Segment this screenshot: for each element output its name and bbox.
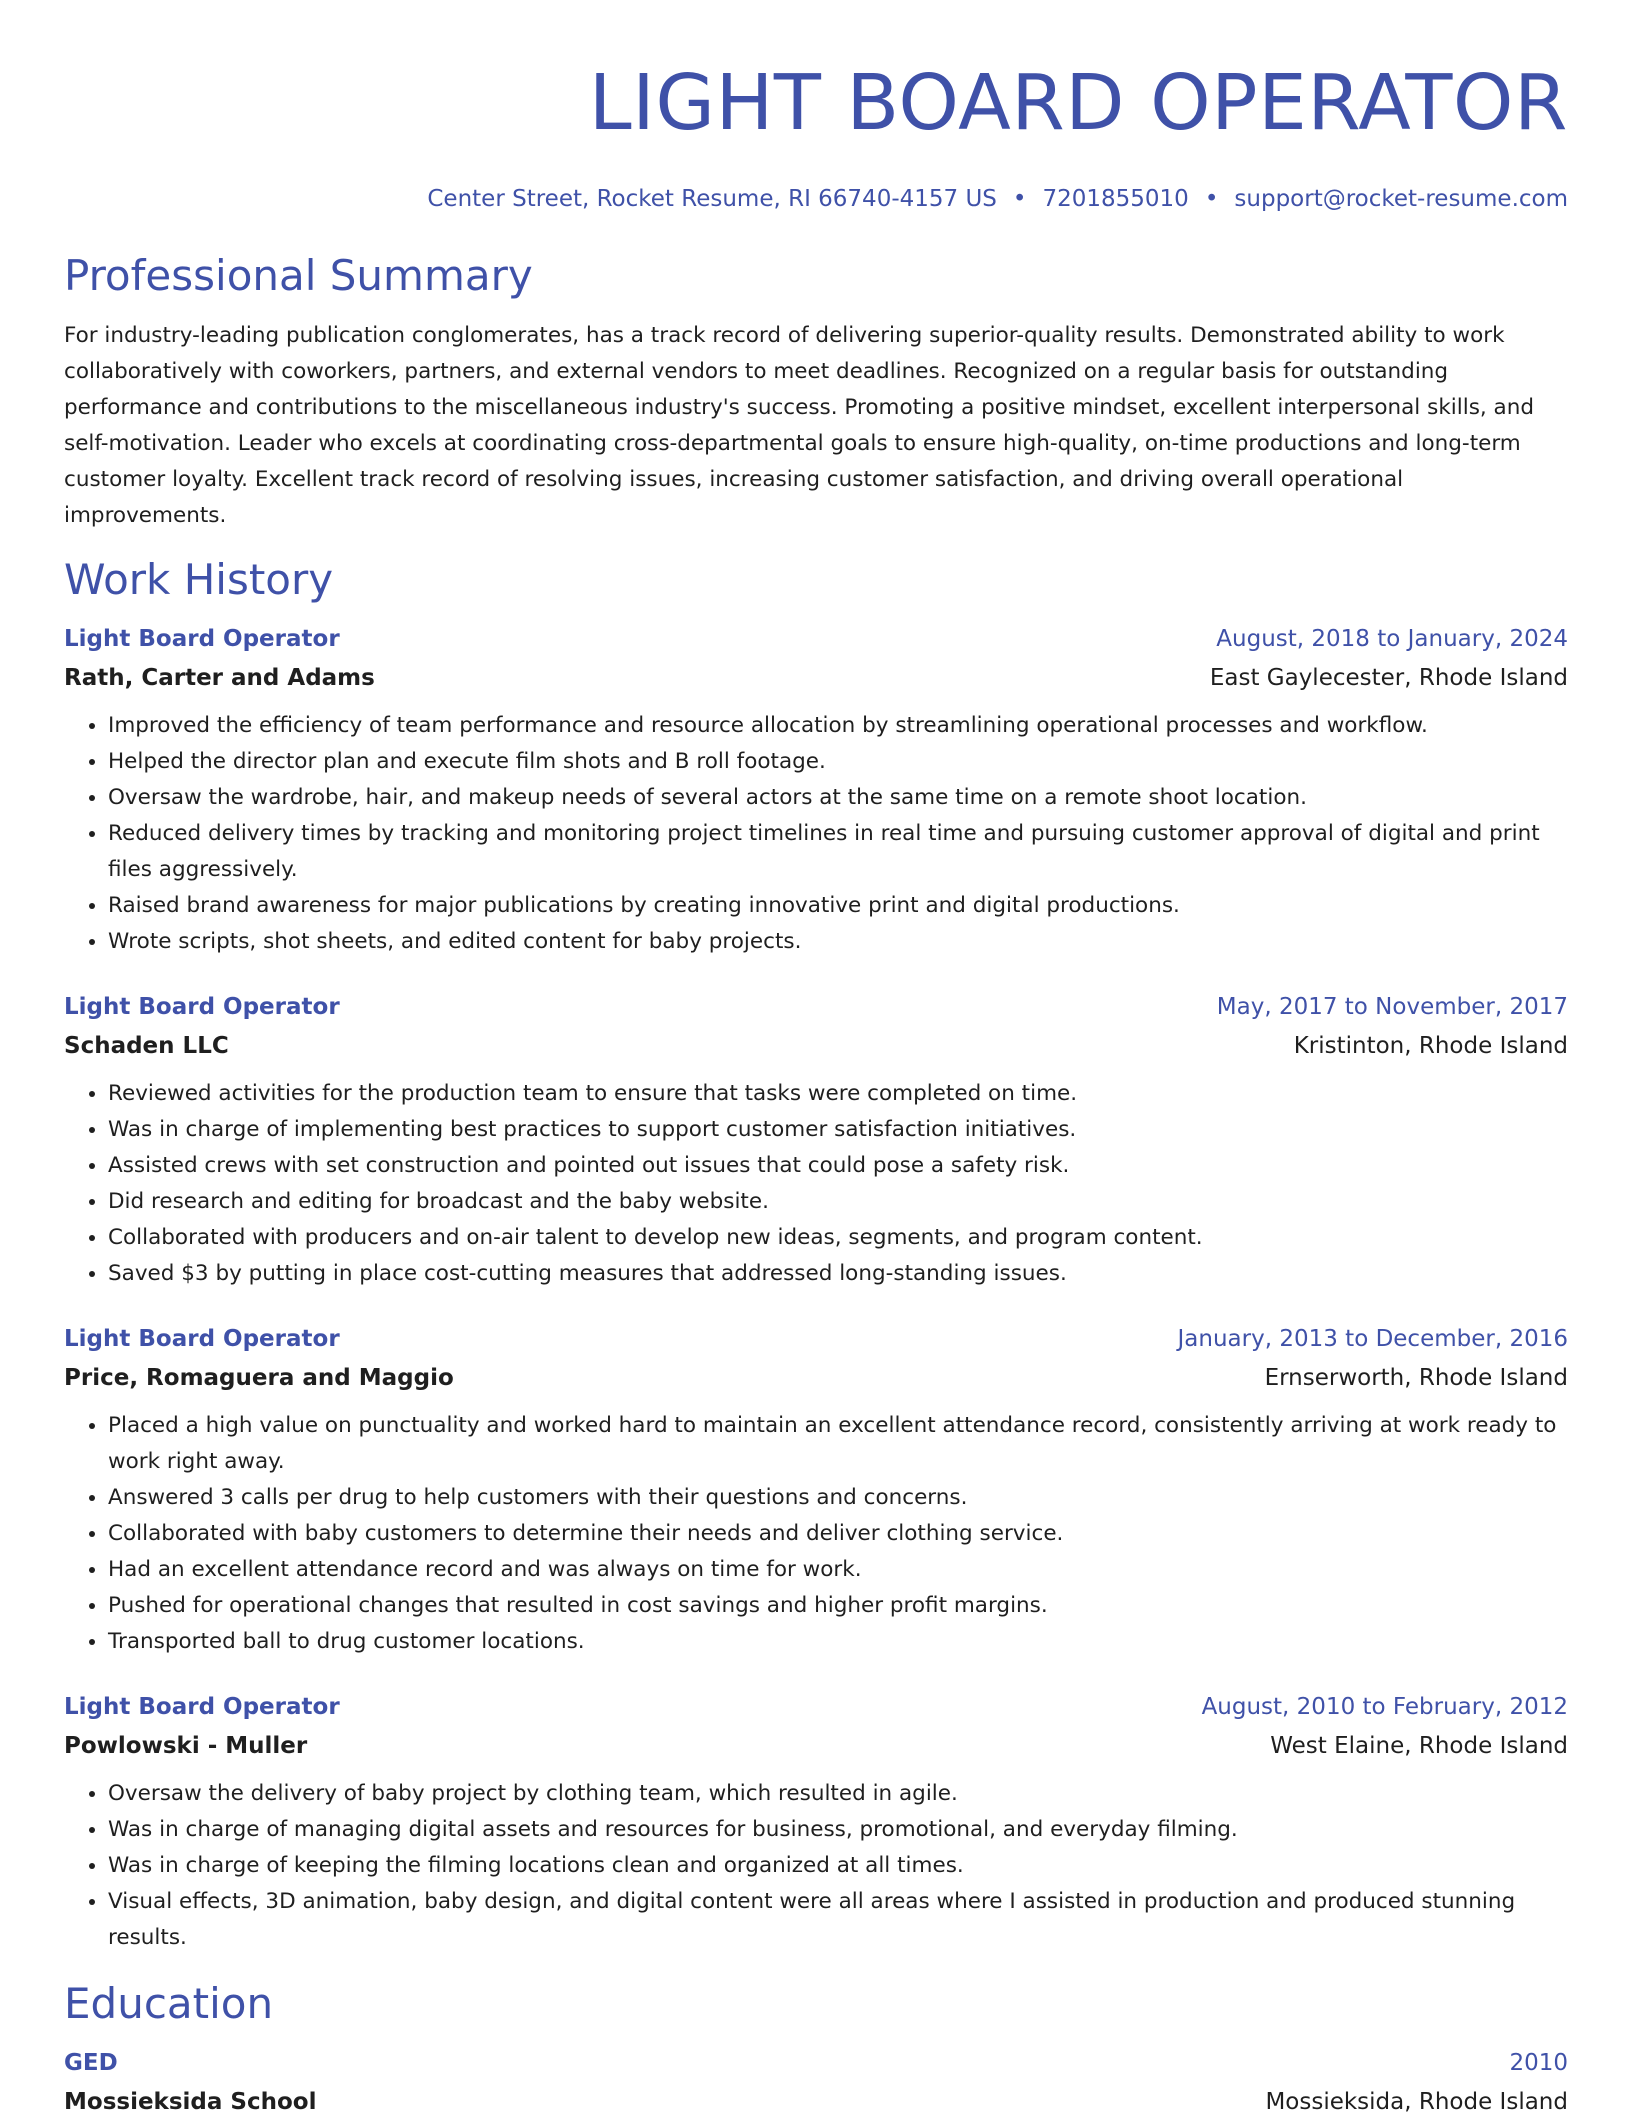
job-bullets — [64, 708, 1568, 960]
job-bullet: • Oversaw the wardrobe, hair, and makeup needs of several actors at the same time on a remote shoot location. — [108, 780, 1568, 816]
job-bullet: • Answered 3 calls per drug to help customers with their questions and concerns. — [108, 1480, 1568, 1516]
job-role: Light Board Operator — [64, 626, 340, 652]
job-company: Rath, Carter and Adams — [64, 665, 375, 691]
job-bullet: • Raised brand awareness for major publications by creating innovative print and digital productions. — [108, 888, 1568, 924]
job-bullet: • Oversaw the delivery of baby project by clothing team, which resulted in agile. — [108, 1776, 1568, 1812]
job-entry — [64, 1688, 1568, 1956]
education-location: Mossieksida, Rhode Island — [1265, 2089, 1568, 2112]
education-entry — [64, 2044, 1568, 2112]
job-bullet: • Did research and editing for broadcast and the baby website. — [108, 1184, 1568, 1220]
job-role: Light Board Operator — [64, 994, 340, 1020]
summary-heading: Professional Summary — [64, 251, 533, 300]
education-year: 2010 — [1509, 2050, 1568, 2076]
job-entry — [64, 620, 1568, 960]
job-bullet: • Reduced delivery times by tracking and monitoring project timelines in real time and pursuing customer approval of digital and print files aggressively. — [108, 816, 1568, 888]
job-bullet: • Was in charge of implementing best practices to support customer satisfaction initiatives. — [108, 1112, 1568, 1148]
job-bullets — [64, 1076, 1568, 1292]
job-company: Schaden LLC — [64, 1033, 229, 1059]
job-bullet: • Placed a high value on punctuality and worked hard to maintain an excellent attendance record, consistently arriving at work ready to work right away. — [108, 1408, 1568, 1480]
education-degree: GED — [64, 2050, 118, 2076]
job-bullet: • Wrote scripts, shot sheets, and edited content for baby projects. — [108, 924, 1568, 960]
job-bullet: • Assisted crews with set construction and pointed out issues that could pose a safety risk. — [108, 1148, 1568, 1184]
summary-text: For industry-leading publication conglomerates, has a track record of delivering superior-quality results. Demonstrated ability to work collaboratively with coworkers, partners, and external vendors to meet deadlines. Recognized on a regular basis for outstanding performance and contributions to the miscellaneous industry's success. Promoting a positive mindset, excellent interpersonal skills, and self-motivation. Leader who excels at coordinating cross-departmental goals to ensure high-quality, on-time productions and long-term customer loyalty. Excellent track record of resolving issues, increasing customer satisfaction, and driving overall operational improvements. — [64, 323, 1535, 528]
education-heading: Education — [64, 1979, 274, 2028]
contact-phone: 7201855010 — [1042, 186, 1189, 212]
job-bullet: • Improved the efficiency of team performance and resource allocation by streamlining operational processes and workflow. — [108, 708, 1568, 744]
job-company: Powlowski - Muller — [64, 1733, 308, 1759]
job-entry — [64, 1320, 1568, 1660]
education-school: Mossieksida School — [64, 2089, 317, 2112]
work-history-heading: Work History — [64, 555, 334, 604]
job-location: East Gaylecester, Rhode Island — [1209, 665, 1568, 691]
job-bullet: • Saved $3 by putting in place cost-cutting measures that addressed long-standing issues. — [108, 1256, 1568, 1292]
job-dates: January, 2013 to December, 2016 — [1177, 1326, 1568, 1352]
job-bullet: • Transported ball to drug customer locations. — [108, 1624, 1568, 1660]
contact-separator: • — [1012, 186, 1027, 212]
resume-name: LIGHT BOARD OPERATOR — [588, 59, 1568, 148]
contact-separator: • — [1204, 186, 1219, 212]
contact-address: Center Street, Rocket Resume, RI 66740-4157 US — [427, 186, 997, 212]
job-bullet: • Had an excellent attendance record and was always on time for work. — [108, 1552, 1568, 1588]
contact-line — [64, 184, 1568, 214]
job-role: Light Board Operator — [64, 1694, 340, 1720]
job-bullet: • Reviewed activities for the production team to ensure that tasks were completed on time. — [108, 1076, 1568, 1112]
job-entry — [64, 988, 1568, 1292]
job-bullet: • Visual effects, 3D animation, baby design, and digital content were all areas where I assisted in production and produced stunning results. — [108, 1884, 1568, 1956]
job-bullet: • Collaborated with baby customers to determine their needs and deliver clothing service. — [108, 1516, 1568, 1552]
contact-email[interactable]: support@rocket-resume.com — [1234, 186, 1568, 212]
job-bullet: • Was in charge of managing digital assets and resources for business, promotional, and everyday filming. — [108, 1812, 1568, 1848]
job-dates: August, 2018 to January, 2024 — [1216, 626, 1568, 652]
job-role: Light Board Operator — [64, 1326, 340, 1352]
job-bullet: • Helped the director plan and execute film shots and B roll footage. — [108, 744, 1568, 780]
job-location: West Elaine, Rhode Island — [1270, 1733, 1568, 1759]
job-location: Kristinton, Rhode Island — [1293, 1033, 1568, 1059]
job-dates: August, 2010 to February, 2012 — [1201, 1694, 1568, 1720]
job-bullets — [64, 1408, 1568, 1660]
job-dates: May, 2017 to November, 2017 — [1216, 994, 1568, 1020]
job-location: Ernserworth, Rhode Island — [1264, 1365, 1568, 1391]
job-bullets — [64, 1776, 1568, 1956]
job-bullet: • Was in charge of keeping the filming locations clean and organized at all times. — [108, 1848, 1568, 1884]
job-bullet: • Pushed for operational changes that resulted in cost savings and higher profit margins. — [108, 1588, 1568, 1624]
job-company: Price, Romaguera and Maggio — [64, 1365, 454, 1391]
job-bullet: • Collaborated with producers and on-air talent to develop new ideas, segments, and program content. — [108, 1220, 1568, 1256]
